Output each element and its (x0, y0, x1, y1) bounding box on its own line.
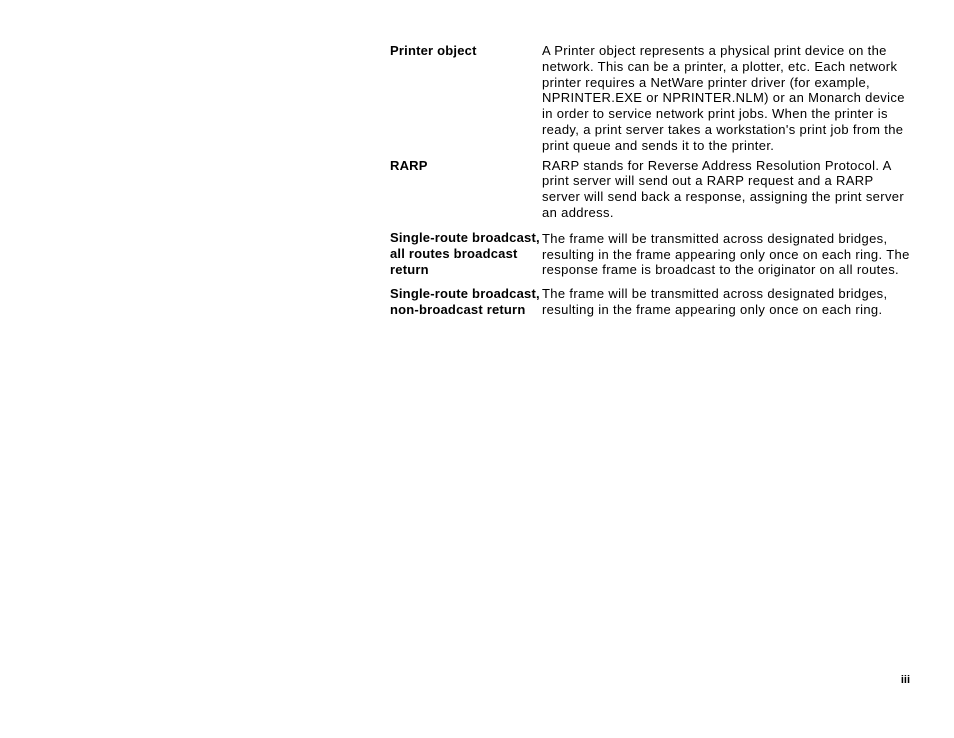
page-number: iii (900, 674, 910, 686)
definition-text: RARP stands for Reverse Address Resolution Protocol. A print server will send out a RARP request and a RARP server will send back a response, assigning the print server an address. (542, 157, 905, 220)
definition-text: A Printer object represents a physical print device on the network. This can be a printer, a plotter, etc. Each network printer requires a NetWare printer driver (for example, NPRINTER.EXE or NPRINTER.NLM) or an Monarch device in order to service network print jobs. When the printer is ready, a print server takes a workstation's print job from the print queue and sends it to the printer. (542, 43, 905, 153)
glossary-entry-single-route-non-broadcast (390, 286, 920, 318)
glossary-list (390, 43, 920, 318)
glossary-term: Single-route broadcast, all routes broadcast return (390, 229, 540, 277)
glossary-term: Single-route broadcast, non-broadcast return (390, 286, 540, 318)
glossary-definition (542, 158, 914, 221)
glossary-definition (542, 231, 914, 278)
glossary-definition (542, 286, 914, 318)
glossary-definition (542, 43, 914, 154)
definition-text: The frame will be transmitted across designated bridges, resulting in the frame appearing only once on each ring. (542, 286, 888, 317)
glossary-term: RARP (390, 157, 428, 173)
definition-text: The frame will be transmitted across designated bridges, resulting in the frame appearing only once on each ring. The response frame is broadcast to the originator on all routes. (542, 230, 910, 278)
glossary-entry-rarp (390, 158, 920, 221)
glossary-term: Printer object (390, 43, 477, 58)
glossary-entry-printer-object (390, 43, 920, 154)
glossary-entry-single-route-all-routes (390, 230, 920, 278)
